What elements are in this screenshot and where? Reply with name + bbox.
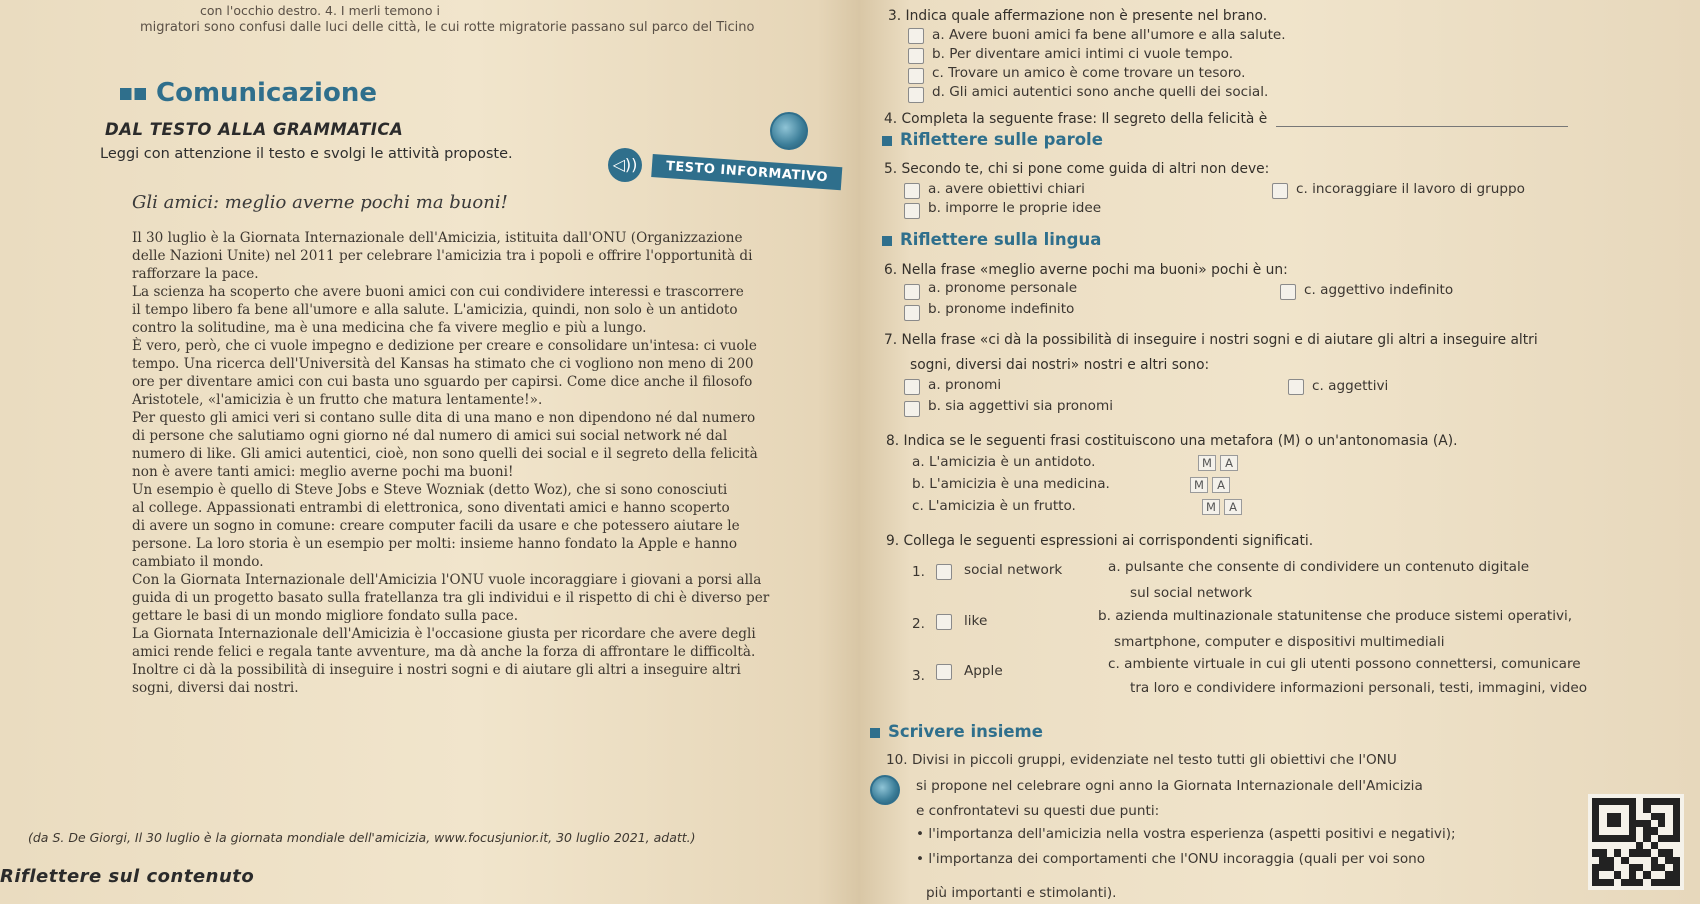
checkbox[interactable] <box>904 284 920 300</box>
q5-option-c: c. incoraggiare il lavoro di gruppo <box>1296 181 1525 197</box>
q7-option-b: b. sia aggettivi sia pronomi <box>928 398 1114 414</box>
q9-number: 1. <box>912 564 925 580</box>
checkbox[interactable] <box>908 48 924 64</box>
question-7-line-2: sogni, diversi dai nostri» nostri e altri sono: <box>910 357 1210 373</box>
heading-riflettere-lingua: Riflettere sulla lingua <box>882 230 1101 249</box>
article-line: Per questo gli amici veri si contano sulle dita di una mano e non dipendono né dal numero <box>132 410 756 426</box>
q9-def-c-cont: tra loro e condividere informazioni personali, testi, immagini, video <box>1130 680 1588 696</box>
right-page <box>860 0 1700 904</box>
q6-option-b: b. pronome indefinito <box>928 301 1075 317</box>
q3-option-a: a. Avere buoni amici fa bene all'umore e alla salute. <box>932 27 1286 43</box>
article-line: amici rende felici e regala tante avventure, ma dà anche la forza di affrontare le difficoltà. <box>132 644 756 660</box>
article-line: di persone che salutiamo ogni giorno né dal numero di amici sui social network né dal <box>132 428 728 444</box>
checkbox[interactable] <box>1280 284 1296 300</box>
question-6: 6. Nella frase «meglio averne pochi ma buoni» pochi è un: <box>884 262 1288 278</box>
group-work-icon <box>870 775 900 805</box>
answer-blank[interactable] <box>1276 126 1568 127</box>
article-line: di avere un sogno in comune: creare computer facili da usare e che potessero aiutare le <box>132 518 740 534</box>
question-3: 3. Indica quale affermazione non è presente nel brano. <box>888 8 1268 24</box>
heading-scrivere-insieme: Scrivere insieme <box>870 722 1043 741</box>
article-line: gettare le basi di un mondo migliore fondato sulla pace. <box>132 608 519 624</box>
qr-code-icon[interactable] <box>1588 794 1684 890</box>
article-line: numero di like. Gli amici autentici, cioè, non sono quelli dei social e il segreto della felicità <box>132 446 758 462</box>
top-line-2: migratori sono confusi dalle luci delle città, le cui rotte migratorie passano sul parco del Ticino <box>140 20 755 35</box>
q3-option-c: c. Trovare un amico è come trovare un tesoro. <box>932 65 1246 81</box>
q3-option-b: b. Per diventare amici intimi ci vuole tempo. <box>932 46 1234 62</box>
article-line: guida di un progetto basato sulla fratellanza tra gli individui e il rispetto di chi è diverso per <box>132 590 770 606</box>
article-line: È vero, però, che ci vuole impegno e dedizione per creare e consolidare un'intesa: ci vuole <box>132 338 757 354</box>
q9-def-a-cont: sul social network <box>1130 585 1253 601</box>
checkbox[interactable] <box>904 305 920 321</box>
article-line: Un esempio è quello di Steve Jobs e Steve Wozniak (detto Woz), che si sono conosciuti <box>132 482 728 498</box>
checkbox[interactable] <box>1272 183 1288 199</box>
article-line: tempo. Una ricerca dell'Università del Kansas ha stimato che ci vogliono non meno di 200 <box>132 356 754 372</box>
article-line: non è avere tanti amici: meglio averne pochi ma buoni! <box>132 464 514 480</box>
q9-def-a: a. pulsante che consente di condividere un contenuto digitale <box>1108 559 1530 575</box>
checkbox[interactable] <box>904 401 920 417</box>
question-4: 4. Completa la seguente frase: Il segreto della felicità è <box>884 111 1268 127</box>
article-line: contro la solitudine, ma è una medicina che fa vivere meglio e più a lungo. <box>132 320 647 336</box>
question-9: 9. Collega le seguenti espressioni ai corrispondenti significati. <box>886 533 1314 549</box>
q6-option-a: a. pronome personale <box>928 280 1078 296</box>
article-line: Con la Giornata Internazionale dell'Amicizia l'ONU vuole incoraggiare i giovani a porsi alla <box>132 572 762 588</box>
section-title: Comunicazione <box>120 78 377 108</box>
metaphor-box[interactable]: M <box>1198 455 1216 471</box>
section-marker-icon <box>120 88 146 100</box>
square-bullet-icon <box>882 136 892 146</box>
q10-bullet-2: • l'importanza dei comportamenti che l'ONU incoraggia (quali per voi sono <box>916 851 1426 867</box>
question-5: 5. Secondo te, chi si pone come guida di altri non deve: <box>884 161 1270 177</box>
article-line: persone. La loro storia è un esempio per molti: insieme hanno fondato la Apple e hanno <box>132 536 738 552</box>
article-line: La scienza ha scoperto che avere buoni amici con cui condividere interessi e trascorrere <box>132 284 744 300</box>
q9-def-b-cont: smartphone, computer e dispositivi multimediali <box>1114 634 1445 650</box>
square-bullet-icon <box>882 236 892 246</box>
checkbox[interactable] <box>936 564 952 580</box>
q10-line-3: e confrontatevi su questi due punti: <box>916 803 1160 819</box>
text-type-badge: TESTO INFORMATIVO <box>651 154 842 190</box>
article-line: Aristotele, «l'amicizia è un frutto che matura lentamente!». <box>132 392 543 408</box>
q9-def-c: c. ambiente virtuale in cui gli utenti possono connettersi, comunicare <box>1108 656 1581 672</box>
antonomasia-box[interactable]: A <box>1212 477 1230 493</box>
article-line: sogni, diversi dai nostri. <box>132 680 299 696</box>
square-bullet-icon <box>870 728 880 738</box>
checkbox[interactable] <box>904 183 920 199</box>
q9-term-apple: Apple <box>964 663 1003 679</box>
q3-option-d: d. Gli amici autentici sono anche quelli dei social. <box>932 84 1269 100</box>
q10-line-2: si propone nel celebrare ogni anno la Giornata Internazionale dell'Amicizia <box>916 778 1423 794</box>
metaphor-box[interactable]: M <box>1202 499 1220 515</box>
q9-term-social-network: social network <box>964 562 1063 578</box>
checkbox[interactable] <box>908 68 924 84</box>
q6-option-c: c. aggettivo indefinito <box>1304 282 1454 298</box>
question-7-line-1: 7. Nella frase «ci dà la possibilità di inseguire i nostri sogni e di aiutare gli altri a inseguire altri <box>884 332 1538 348</box>
heading-riflettere-parole: Riflettere sulle parole <box>882 130 1103 149</box>
q9-number: 3. <box>912 668 925 684</box>
globe-icon <box>770 112 808 150</box>
checkbox[interactable] <box>936 614 952 630</box>
article-source: (da S. De Giorgi, Il 30 luglio è la giornata mondiale dell'amicizia, www.focusjunior.it, 30 luglio 2021, adatt.) <box>28 830 696 845</box>
article-line: il tempo libero fa bene all'umore e alla salute. L'amicizia, quindi, non solo è un antidoto <box>132 302 738 318</box>
q5-option-a: a. avere obiettivi chiari <box>928 181 1085 197</box>
question-8: 8. Indica se le seguenti frasi costituiscono una metafora (M) o un'antonomasia (A). <box>886 433 1458 449</box>
article-line: rafforzare la pace. <box>132 266 259 282</box>
article-line: al college. Appassionati entrambi di elettronica, sono diventati amici e hanno scoperto <box>132 500 730 516</box>
q10-bullet-1: • l'importanza dell'amicizia nella vostra esperienza (aspetti positivi e negativi); <box>916 826 1456 842</box>
article-line: delle Nazioni Unite) nel 2011 per celebrare l'amicizia tra i popoli e offrire l'opportunità di <box>132 248 753 264</box>
checkbox[interactable] <box>904 379 920 395</box>
antonomasia-box[interactable]: A <box>1224 499 1242 515</box>
metaphor-box[interactable]: M <box>1190 477 1208 493</box>
article-line: Inoltre ci dà la possibilità di inseguire i nostri sogni e di aiutare gli altri a inseguire altri <box>132 662 741 678</box>
q8-item-b: b. L'amicizia è una medicina. <box>912 476 1110 492</box>
audio-icon[interactable]: ◁)) <box>608 148 642 182</box>
subsection-title: DAL TESTO ALLA GRAMMATICA <box>105 120 404 139</box>
q8-item-c: c. L'amicizia è un frutto. <box>912 498 1076 514</box>
q7-option-a: a. pronomi <box>928 377 1002 393</box>
checkbox[interactable] <box>904 203 920 219</box>
checkbox[interactable] <box>908 87 924 103</box>
article-line: La Giornata Internazionale dell'Amicizia è l'occasione giusta per ricordare che avere degli <box>132 626 756 642</box>
article-line: ore per diventare amici con cui basta uno sguardo per capirsi. Come dice anche il filosofo <box>132 374 753 390</box>
q9-number: 2. <box>912 616 925 632</box>
antonomasia-box[interactable]: A <box>1220 455 1238 471</box>
checkbox[interactable] <box>936 664 952 680</box>
q8-item-a: a. L'amicizia è un antidoto. <box>912 454 1096 470</box>
q9-term-like: like <box>964 613 988 629</box>
bottom-heading: Riflettere sul contenuto <box>0 866 255 887</box>
checkbox[interactable] <box>1288 379 1304 395</box>
top-line-1: con l'occhio destro. 4. I merli temono i <box>200 3 440 18</box>
q7-option-c: c. aggettivi <box>1312 378 1389 394</box>
q10-line-1: 10. Divisi in piccoli gruppi, evidenziate nel testo tutti gli obiettivi che l'ONU <box>886 752 1397 768</box>
instruction-text: Leggi con attenzione il testo e svolgi le attività proposte. <box>100 146 513 162</box>
article-line: Il 30 luglio è la Giornata Internazionale dell'Amicizia, istituita dall'ONU (Organizzazione <box>132 230 743 246</box>
q5-option-b: b. imporre le proprie idee <box>928 200 1102 216</box>
article-title: Gli amici: meglio averne pochi ma buoni! <box>132 192 508 213</box>
q10-last-line: più importanti e stimolanti). <box>926 885 1117 901</box>
q9-def-b: b. azienda multinazionale statunitense che produce sistemi operativi, <box>1098 608 1573 624</box>
article-line: cambiato il mondo. <box>132 554 264 570</box>
article-body <box>132 229 852 697</box>
checkbox[interactable] <box>908 28 924 44</box>
